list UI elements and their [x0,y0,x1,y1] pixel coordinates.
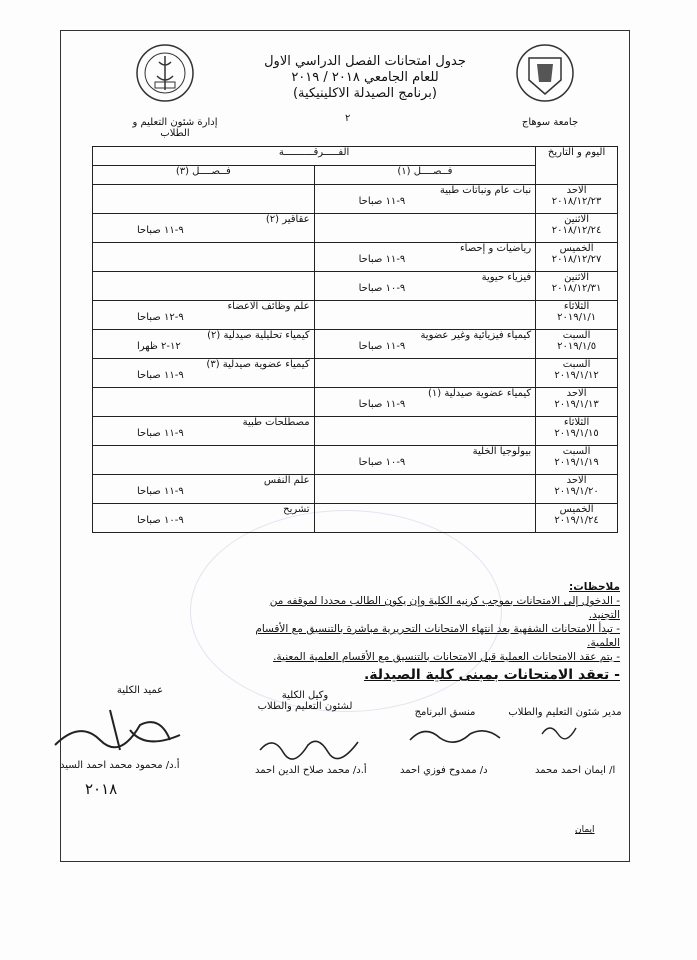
col1-cell [314,388,536,417]
exam-time: ٩-١٢ صباحا [137,312,184,323]
footer-name: ايمان [575,825,595,835]
exam-date: ٢٠١٩/١/١ [557,312,597,323]
dean-name: أ.د/ محمود محمد احمد السيد [60,760,180,771]
table-row [93,272,618,301]
coordinator-name: د/ ممدوح فوزي احمد [400,765,488,776]
university-logo-icon [515,42,575,104]
table-row [93,446,618,475]
day-cell [536,185,618,214]
day-name: الاثنين [564,272,590,283]
day-name: الاحد [566,475,587,486]
subject: رياضيات و إحصاء [459,243,532,254]
col3-cell [93,272,315,301]
table-row [93,475,618,504]
exam-time: ٩-١١ صباحا [137,370,184,381]
day-name: الاحد [566,388,587,399]
director-signature-icon [540,720,580,740]
page-number: ٢ [345,113,351,124]
col1-cell [314,185,536,214]
day-name: الاحد [566,185,587,196]
day-cell [536,417,618,446]
exam-date: ٢٠١٩/١/١٩ [554,457,599,468]
exam-date: ٢٠١٩/١/١٣ [554,399,599,410]
faculty-logo-icon [135,42,195,104]
header-line-1: جدول امتحانات الفصل الدراسي الاول [264,54,466,69]
table-row [93,301,618,330]
exam-time: ٩-١١ صباحا [137,428,184,439]
day-name: السبت [562,446,591,457]
subject: نبات عام ونباتات طبية [439,185,532,196]
subject: تشريح [283,504,310,515]
col3-header: فــصــــل (٣) [93,166,315,185]
day-cell [536,243,618,272]
subject: فيزياء حيوية [481,272,532,283]
exam-date: ٢٠١٩/١/٥ [557,341,597,352]
coordinator-title: منسق البرنامج [414,707,476,718]
table-row [93,504,618,533]
day-name: الاثنين [564,214,590,225]
exam-time: ٩-١١ صباحا [358,254,406,265]
header-line-3: (برنامج الصيدلة الاكلينيكية) [292,86,437,101]
vice-dean-name: أ.د/ محمد صلاح الدين احمد [255,765,367,776]
table-row [93,214,618,243]
day-cell [536,475,618,504]
notes-title: ملاحظات: [569,581,620,593]
col3-cell [93,475,315,504]
day-cell [536,504,618,533]
exam-schedule-table [92,146,618,533]
notes-section [240,580,620,682]
col3-cell [93,243,315,272]
subject: مصطلحات طبية [242,417,310,428]
dean-signature-icon [50,700,190,760]
table-row [93,388,618,417]
exam-time: ٩-١١ صباحا [358,399,406,410]
exam-date: ٢٠١٨/١٢/٣١ [551,283,602,294]
vice-dean-title-2: لشئون التعليم والطلاب [257,701,353,712]
table-row [93,359,618,388]
director-title: مدير شئون التعليم والطلاب [508,707,622,718]
day-name: الثلاثاء [563,301,590,312]
col3-cell [93,417,315,446]
exam-date: ٢٠١٩/١/٢٤ [554,515,599,526]
col3-cell [93,504,315,533]
exam-time: ٩-١٠ صباحا [358,457,406,468]
col1-cell [314,272,536,301]
subject: بيولوجيا الخلية [472,446,532,457]
vice-dean-signature-icon [258,730,368,760]
day-cell [536,301,618,330]
exam-date: ٢٠١٩/١/٢٠ [554,486,599,497]
exam-date: ٢٠١٨/١٢/٢٤ [551,225,602,236]
col3-cell [93,301,315,330]
col1-cell [314,475,536,504]
exam-time: ٩-١١ صباحا [358,196,406,207]
col3-cell [93,388,315,417]
day-cell [536,272,618,301]
col1-cell [314,359,536,388]
col1-header: فــصــــل (١) [314,166,536,185]
day-cell [536,359,618,388]
exam-date: ٢٠١٩/١/١٥ [554,428,599,439]
col1-cell [314,301,536,330]
exam-time: ٩-١٠ صباحا [358,283,406,294]
table-row [93,417,618,446]
subject: كيمياء فيزيائية وغير عضوية [420,330,532,341]
vice-dean-title-1: وكيل الكلية [281,690,329,701]
table-row [93,243,618,272]
group-header: الفـــــرقــــــــــة [93,147,536,166]
day-name: الخميس [559,243,594,254]
day-cell [536,330,618,359]
vice-dean-title [250,690,360,712]
subject: عقاقير (٢) [265,214,310,225]
note-highlight: - تعقد الامتحانات بمبنى كلية الصيدلة. [363,667,620,683]
col3-cell [93,214,315,243]
day-cell [536,388,618,417]
col1-cell [314,214,536,243]
subject: علم النفس [263,475,310,486]
dean-title: عميد الكلية [116,685,164,696]
table-row [93,330,618,359]
day-name: السبت [562,330,591,341]
left-caption: إدارة شئون التعليم و الطلاب [132,117,218,139]
exam-date: ٢٠١٨/١٢/٢٧ [551,254,602,265]
document-header [230,54,500,102]
exam-time: ١٢-٢ ظهرا [137,341,181,352]
exam-date: ٢٠١٨/١٢/٢٣ [551,196,602,207]
day-name: الثلاثاء [563,417,590,428]
subject: كيمياء تحليلية صيدلية (٢) [207,330,310,341]
exam-time: ٩-١٠ صباحا [137,515,184,526]
day-name: السبت [562,359,591,370]
subject: علم وظائف الاعضاء [227,301,310,312]
col3-cell [93,359,315,388]
note-item: - يتم عقد الامتحانات العملية قبل الامتحانات بالتنسيق مع الأقسام العلمية المعنية. [273,651,620,663]
handwritten-year: ٢٠١٨ [85,780,118,798]
col3-cell [93,330,315,359]
right-caption: جامعة سوهاج [521,117,579,128]
note-item: - الدخول إلى الامتحانات بموجب كرنيه الكلية وإن يكون الطالب محددا لموقفه من التجنيد. [269,595,620,621]
day-cell [536,214,618,243]
note-item: - تبدأ الامتحانات الشفهية بعد انتهاء الامتحانات التحريرية مباشرة بالتنسيق مع الأقسام العلمية. [255,623,620,649]
day-name: الخميس [559,504,594,515]
coordinator-signature-icon [405,722,505,748]
exam-date: ٢٠١٩/١/١٢ [554,370,599,381]
col1-cell [314,417,536,446]
col3-cell [93,446,315,475]
col1-cell [314,446,536,475]
table-row [93,185,618,214]
col1-cell [314,504,536,533]
day-cell [536,446,618,475]
table-header-row [93,147,618,166]
col1-cell [314,330,536,359]
exam-time: ٩-١١ صباحا [137,486,184,497]
subject: كيمياء عضوية صيدلية (٣) [206,359,310,370]
col1-cell [314,243,536,272]
col3-cell [93,185,315,214]
subject: كيمياء عضوية صيدلية (١) [427,388,532,399]
director-name: ا/ ايمان احمد محمد [535,765,616,776]
header-line-2: للعام الجامعي ٢٠١٨ / ٢٠١٩ [291,70,439,85]
exam-time: ٩-١١ صباحا [358,341,406,352]
exam-time: ٩-١١ صباحا [137,225,184,236]
day-date-header: اليوم و التاريخ [536,147,618,185]
